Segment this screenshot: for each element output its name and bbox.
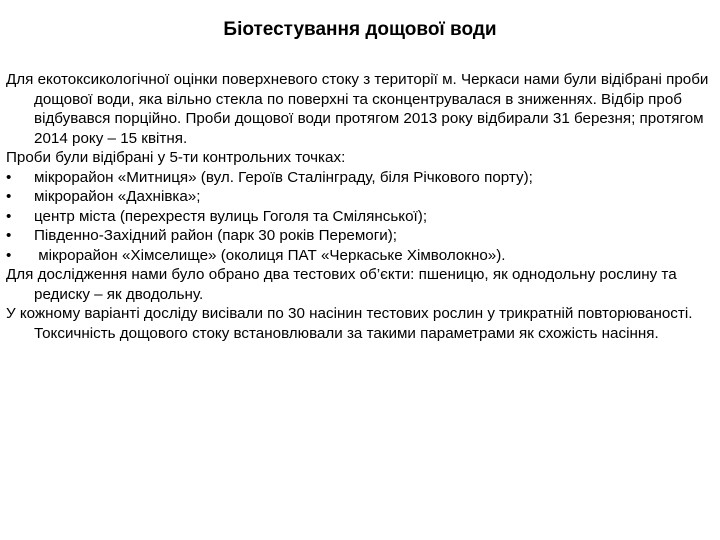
- bullet-icon: •: [6, 227, 12, 244]
- paragraph-test-objects: Для дослідження нами було обрано два тестових об’єкти: пшеницю, як однодольну рослину та редиску – як дводольну.: [6, 266, 677, 303]
- paragraph-method: У кожному варіанті досліду висівали по 30 насінин тестових рослин у трикратній повторюваності. Токсичність дощового стоку встановлювали за такими параметрами як схожість насіння.: [6, 305, 693, 342]
- paragraph-points-intro: Проби були відібрані у 5-ти контрольних точках:: [6, 149, 346, 166]
- list-item-text: мікрорайон «Хімселище» (околиця ПАТ «Черкаське Хімволокно»).: [34, 246, 506, 264]
- list-item-text: центр міста (перехрестя вулиць Гоголя та Смілянської);: [34, 207, 428, 225]
- paragraph-sampling: Для екотоксикологічної оцінки поверхневого стоку з території м. Черкаси нами були відібрані проби дощової води, яка вільно стекла по поверхні та сконцентрувалася в зниженнях. Відбір проб відбувався порційно. Проби дощової води протягом 2013 року відбирали 31 березня; протягом 2014 року – 15 квітня.: [6, 71, 709, 147]
- list-item-text: мікрорайон «Митниця» (вул. Героїв Сталінграду, біля Річкового порту);: [34, 168, 533, 186]
- list-item: [6, 226, 714, 246]
- bullet-icon: •: [6, 246, 12, 264]
- list-item: [6, 168, 714, 188]
- list-item: [6, 246, 714, 266]
- list-item: [6, 207, 714, 227]
- slide-title: Біотестування дощової води: [223, 19, 497, 40]
- list-item: [6, 187, 714, 207]
- list-item-text: Південно-Західний район (парк 30 років Перемоги);: [34, 227, 398, 244]
- slide-body: [6, 70, 714, 343]
- list-item-text: мікрорайон «Дахнівка»;: [34, 188, 201, 205]
- bullet-icon: •: [6, 207, 12, 225]
- bullet-icon: •: [6, 168, 12, 186]
- bullet-icon: •: [6, 188, 12, 205]
